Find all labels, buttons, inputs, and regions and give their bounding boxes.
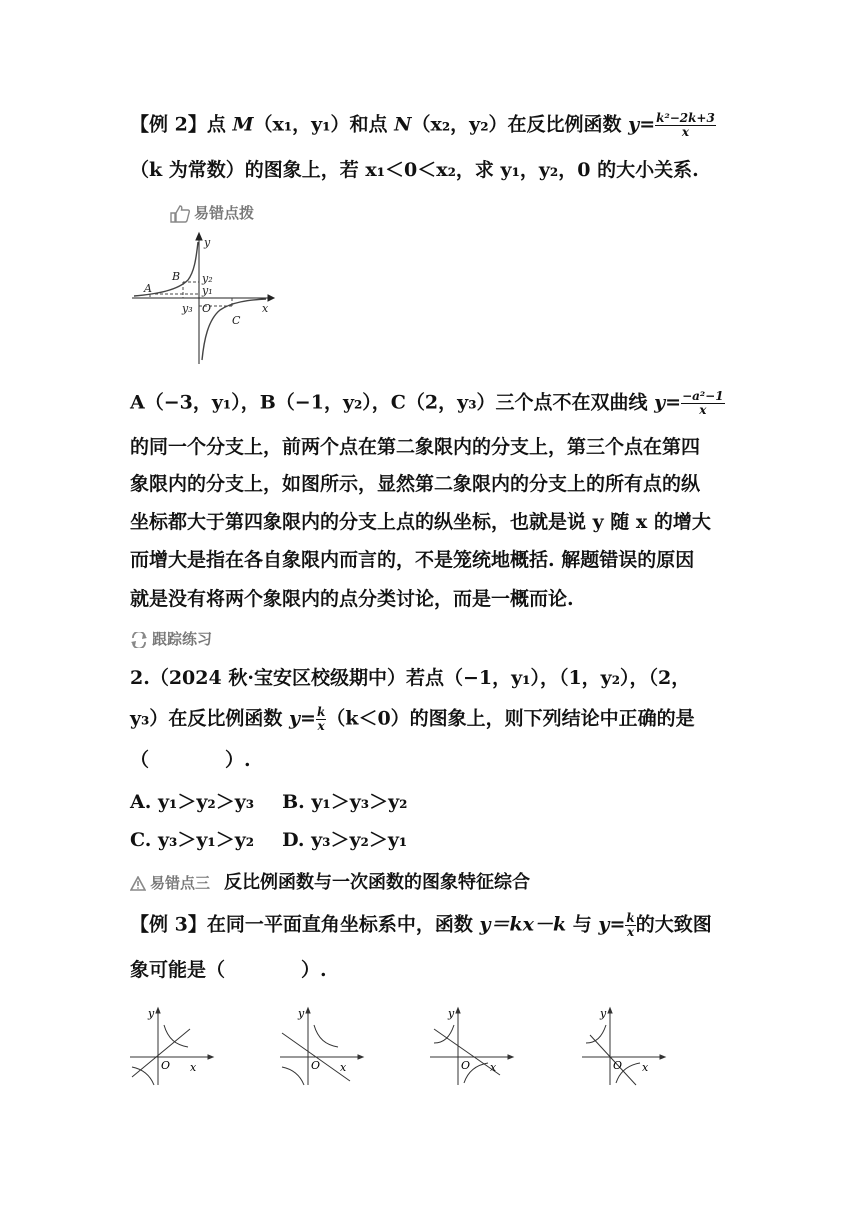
fraction: [316, 706, 326, 733]
x-axis-arrow: [268, 295, 274, 301]
point-label-a: A: [144, 282, 152, 295]
repeat-icon: [130, 632, 148, 648]
point-n: N: [394, 113, 412, 136]
section3-title: 反比例函数与一次函数的图象特征综合: [224, 872, 531, 893]
q2-options-row1: [130, 790, 407, 814]
option-graph-c: [428, 1005, 518, 1087]
axis-label-x: x: [642, 1061, 649, 1074]
text: （k＜0）的图象上，则下列结论中正确的是: [326, 707, 695, 730]
text: 在反比例函数: [507, 113, 629, 136]
axis-label-y: y: [298, 1007, 305, 1020]
fraction: [655, 112, 716, 139]
y-equals: y=: [288, 707, 316, 730]
axis-label-y: y: [600, 1007, 607, 1020]
option-b: B. y₁＞y₃＞y₂: [282, 791, 408, 813]
option-graph-d: [580, 1005, 670, 1087]
q2-line2: [130, 706, 695, 733]
point-m-coords: （x₁，y₁）: [253, 113, 350, 136]
explanation-line6: 就是没有将两个象限内的点分类讨论，而是一概而论.: [130, 588, 574, 610]
origin-label: O: [202, 302, 212, 315]
tips-label: 易错点拨: [194, 204, 255, 222]
hyperbola-graph: [128, 230, 278, 366]
example3-line1: [130, 912, 712, 939]
q2-options-row2: [130, 828, 407, 852]
origin-label: O: [311, 1059, 321, 1072]
example-label: 【例 3】: [130, 913, 207, 936]
axis-label-y: y: [204, 236, 211, 249]
fraction-numerator: k²−2k+3: [656, 111, 715, 125]
explanation-line1: [130, 390, 725, 417]
point-n-coords: （x₂，y₂）: [411, 113, 508, 136]
axis-label-x: x: [490, 1061, 497, 1074]
axis-label-y: y: [148, 1007, 155, 1020]
option-a: A. y₁＞y₂＞y₃: [130, 791, 255, 813]
tips-tag: [170, 202, 254, 223]
axis-label-x: x: [262, 302, 269, 315]
fraction-numerator: −a²−1: [682, 389, 724, 403]
section3-label: 易错点三: [150, 874, 211, 892]
axis-label-y: y: [448, 1007, 455, 1020]
example2-line1: [130, 112, 716, 139]
fraction: [625, 912, 635, 939]
option-graph-b: [278, 1005, 368, 1087]
y-equals: y=: [654, 391, 682, 414]
fraction-denominator: x: [317, 719, 325, 733]
text: A（−3，y₁），B（−1，y₂），C（2，y₃）三个点不在双曲线: [130, 391, 655, 414]
y2-label: y₂: [202, 272, 213, 285]
explanation-line2: 的同一个分支上，前两个点在第二象限内的分支上，第三个点在第四: [130, 436, 701, 458]
y1-label: y₁: [202, 284, 213, 297]
fraction-denominator: x: [626, 925, 635, 939]
point-label-b: B: [172, 270, 181, 283]
q2-line1: 2.（2024 秋·宝安区校级期中）若点（−1，y₁），（1，y₂），（2，: [130, 667, 691, 689]
curve-branch-4: [202, 299, 266, 360]
example-label: 【例 2】: [130, 113, 207, 136]
explanation-line5: 而增大是指在各自象限内而言的，不是笼统地概括. 解题错误的原因: [130, 549, 695, 571]
origin-label: O: [161, 1059, 171, 1072]
point-m: M: [232, 113, 254, 136]
explanation-line3: 象限内的分支上，如图所示，显然第二象限内的分支上的所有点的纵: [130, 473, 701, 495]
y3-label: y₃: [182, 302, 193, 315]
practice-label: 跟踪练习: [152, 630, 213, 648]
fraction: [681, 390, 725, 417]
fraction-denominator: x: [699, 403, 707, 417]
fraction-numerator: k: [316, 705, 326, 719]
thumbs-up-icon: [170, 205, 190, 223]
fraction-denominator: x: [681, 125, 690, 139]
text: 的大致图: [635, 913, 712, 936]
axis-label-x: x: [340, 1061, 347, 1074]
y-axis-arrow: [196, 233, 202, 240]
point-label-c: C: [232, 314, 241, 327]
text: 和点: [349, 113, 395, 136]
text: 在同一平面直角坐标系中，函数: [206, 913, 480, 936]
option-d: D. y₃＞y₂＞y₁: [282, 829, 408, 851]
q2-answer-blank: （ ）.: [130, 749, 251, 771]
fraction-numerator: k: [626, 911, 635, 925]
warning-icon: [130, 876, 146, 891]
example3-line2: 象可能是（ ）.: [130, 959, 327, 981]
text: 点: [206, 113, 233, 136]
practice-tag: [130, 628, 212, 649]
y-equals: y=: [628, 113, 656, 136]
explanation-line4: 坐标都大于第四象限内的分支上点的纵坐标，也就是说 y 随 x 的增大: [130, 511, 711, 533]
section3-heading: [130, 868, 530, 894]
axis-label-x: x: [190, 1061, 197, 1074]
text: y₃）在反比例函数: [130, 707, 289, 730]
y-equals: y=: [598, 913, 626, 936]
option-graph-a: [128, 1005, 218, 1087]
text: 与: [566, 913, 599, 936]
linear-function: y＝kx－k: [479, 913, 567, 936]
option-c: C. y₃＞y₁＞y₂: [130, 829, 255, 851]
origin-label: O: [461, 1059, 471, 1072]
origin-label: O: [613, 1059, 623, 1072]
example2-line2: （k 为常数）的图象上，若 x₁＜0＜x₂，求 y₁，y₂，0 的大小关系.: [130, 159, 699, 181]
